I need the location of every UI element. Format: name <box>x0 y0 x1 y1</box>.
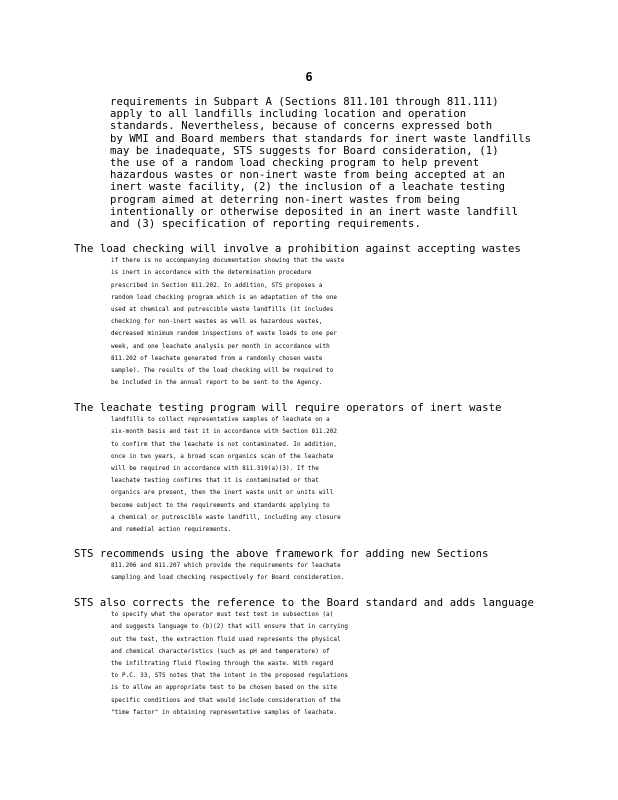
text-line: landfills to collect representative samples of leachate on a <box>111 417 330 424</box>
text-line: requirements in Subpart A (Sections 811.101 through 811.111) <box>110 96 499 108</box>
text-line: The leachate testing program will require operators of inert waste <box>74 402 502 414</box>
text-line: to confirm that the leachate is not contaminated. In addition, <box>111 441 338 448</box>
text-line: leachate testing confirms that it is contaminated or that <box>111 478 319 485</box>
paragraph-corrections <box>74 597 556 719</box>
text-line: inert waste facility, (2) the inclusion of a leachate testing <box>110 181 506 194</box>
text-line: The load checking will involve a prohibition against accepting wastes <box>74 243 521 255</box>
text-line: standards. Nevertheless, because of concerns expressed both <box>110 120 493 133</box>
text-line: prescribed in Section 811.202. In addition, STS proposes a <box>111 282 323 289</box>
text-line: specific conditions and that would include consideration of the <box>111 697 341 704</box>
text-line: decreased minimum random inspections of waste loads to one per <box>111 331 338 338</box>
text-line: if there is no accompanying documentation showing that the waste <box>111 258 345 265</box>
paragraph-load-checking <box>74 243 556 389</box>
continuation-paragraph <box>110 96 556 230</box>
text-line: by WMI and Board members that standards for inert waste landfills <box>110 132 532 145</box>
text-line: used at chemical and putrescible waste landfills (it includes <box>111 307 334 314</box>
paragraph-recommendation <box>74 548 556 585</box>
text-line: will be required in accordance with 811.319(a)(3). If the <box>111 466 319 473</box>
text-line: may be inadequate, STS suggests for Board consideration, (1) <box>110 144 499 157</box>
text-line: six-month basis and test it in accordance with Section 811.202 <box>111 429 338 436</box>
text-line: sampling and load checking respectively for Board consideration. <box>111 575 345 582</box>
text-line: to P.C. 33, STS notes that the intent in the proposed regulations <box>111 673 349 680</box>
text-line: STS also corrects the reference to the Board standard and adds language <box>74 597 534 609</box>
text-line: once in two years, a broad scan organics scan of the leachate <box>111 453 334 460</box>
page-number: 6 <box>305 70 313 84</box>
text-line: organics are present, then the inert waste unit or units will <box>111 490 334 497</box>
text-line: become subject to the requirements and standards applying to <box>111 502 330 509</box>
text-line: and (3) specification of reporting requirements. <box>110 218 421 231</box>
text-line: intentionally or otherwise deposited in an inert waste landfill <box>110 205 519 218</box>
text-line: out the test, the extraction fluid used represents the physical <box>111 636 341 643</box>
text-line: and suggests language to (b)(2) that will ensure that in carrying <box>111 624 349 631</box>
text-line: be included in the annual report to be sent to the Agency. <box>111 380 323 387</box>
paragraph-leachate-testing <box>74 402 556 536</box>
text-line: is to allow an appropriate test to be chosen based on the site <box>111 685 338 692</box>
text-line: to specify what the operator must test test in subsection (a) <box>111 612 334 619</box>
text-line: random load checking program which is an adaptation of the one <box>111 294 338 301</box>
text-line: the infiltrating fluid flowing through the waste. With regard <box>111 661 334 668</box>
text-line: and chemical characteristics (such as pH and temperature) of <box>111 648 330 655</box>
text-line: a chemical or putrescible waste landfill, including any closure <box>111 514 341 521</box>
text-line: "time factor" in obtaining representative samples of leachate. <box>111 709 338 716</box>
text-line: checking for non-inert wastes as well as hazardous wastes, <box>111 319 323 326</box>
text-line: STS recommends using the above framework for adding new Sections <box>74 548 489 560</box>
text-line: program aimed at deterring non-inert wastes from being <box>110 193 460 206</box>
text-line: apply to all landfills including location and operation <box>110 108 467 121</box>
text-line: hazardous wastes or non-inert waste from being accepted at an <box>110 169 506 182</box>
text-line: the use of a random load checking program to help prevent <box>110 157 480 170</box>
text-line: week, and one leachate analysis per month in accordance with <box>111 343 330 350</box>
text-line: 811.206 and 811.207 which provide the requirements for leachate <box>111 563 341 570</box>
text-line: and remedial action requirements. <box>111 527 232 534</box>
text-line: sample). The results of the load checking will be required to <box>111 368 334 375</box>
text-line: 811.202 of leachate generated from a randomly chosen waste <box>111 355 323 362</box>
text-line: is inert in accordance with the determination procedure <box>111 270 312 277</box>
